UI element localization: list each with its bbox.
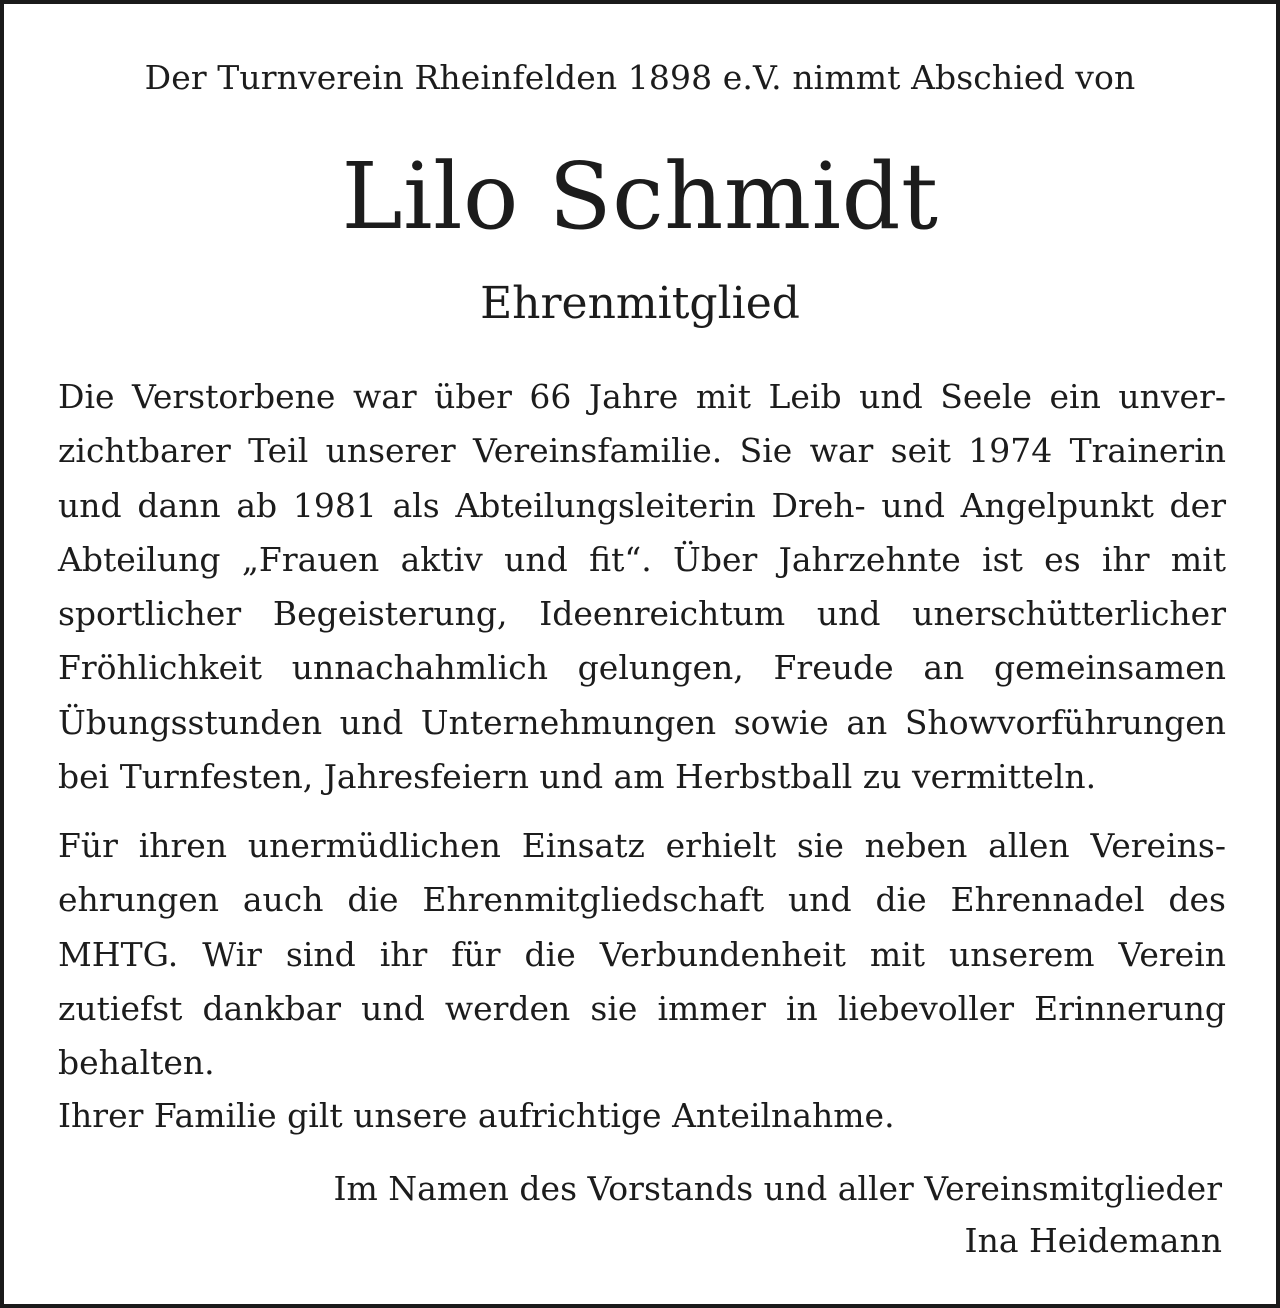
tribute-paragraph-1: Die Verstorbene war über 66 Jahre mit Leib und Seele ein unverzichtbarer Teil unserer Vereinsfamilie. Sie war seit 1974 Trainerin und dann ab 1981 als Abteilungsleiterin Dreh- und Angelpunkt der Abteilung „Frauen aktiv und fit“. Über Jahrzehnte ist es ihr mit sportlicher Begeisterung, Ideenreichtum und unerschütterlicher Fröhlichkeit unnachahmlich gelungen, Freude an gemeinsamen Übungsstunden und Unternehmungen sowie an Showvorführungen bei Turnfesten, Jahresfeiern und am Herbstball zu vermitteln. — [58, 377, 1226, 797]
deceased-name: Lilo Schmidt — [341, 143, 939, 250]
signatory-name: Ina Heidemann — [964, 1221, 1222, 1260]
tribute-paragraph-2: Für ihren unermüdlichen Einsatz erhielt sie neben allen Vereinsehrungen auch die Ehrenmitgliedschaft und die Ehrennadel des MHTG. Wir sind ihr für die Verbundenheit mit unserem Verein zutiefst dankbar und werden sie immer in liebevoller Erinnerung behalten. — [58, 826, 1226, 1083]
honor-title: Ehrenmitglied — [480, 278, 800, 329]
signoff-line: Im Namen des Vorstands und aller Vereinsmitglieder — [333, 1169, 1222, 1208]
condolence-line: Ihrer Familie gilt unsere aufrichtige Anteilnahme. — [58, 1096, 895, 1135]
intro-line: Der Turnverein Rheinfelden 1898 e.V. nimmt Abschied von — [144, 58, 1136, 97]
signoff-block — [54, 1163, 1222, 1267]
